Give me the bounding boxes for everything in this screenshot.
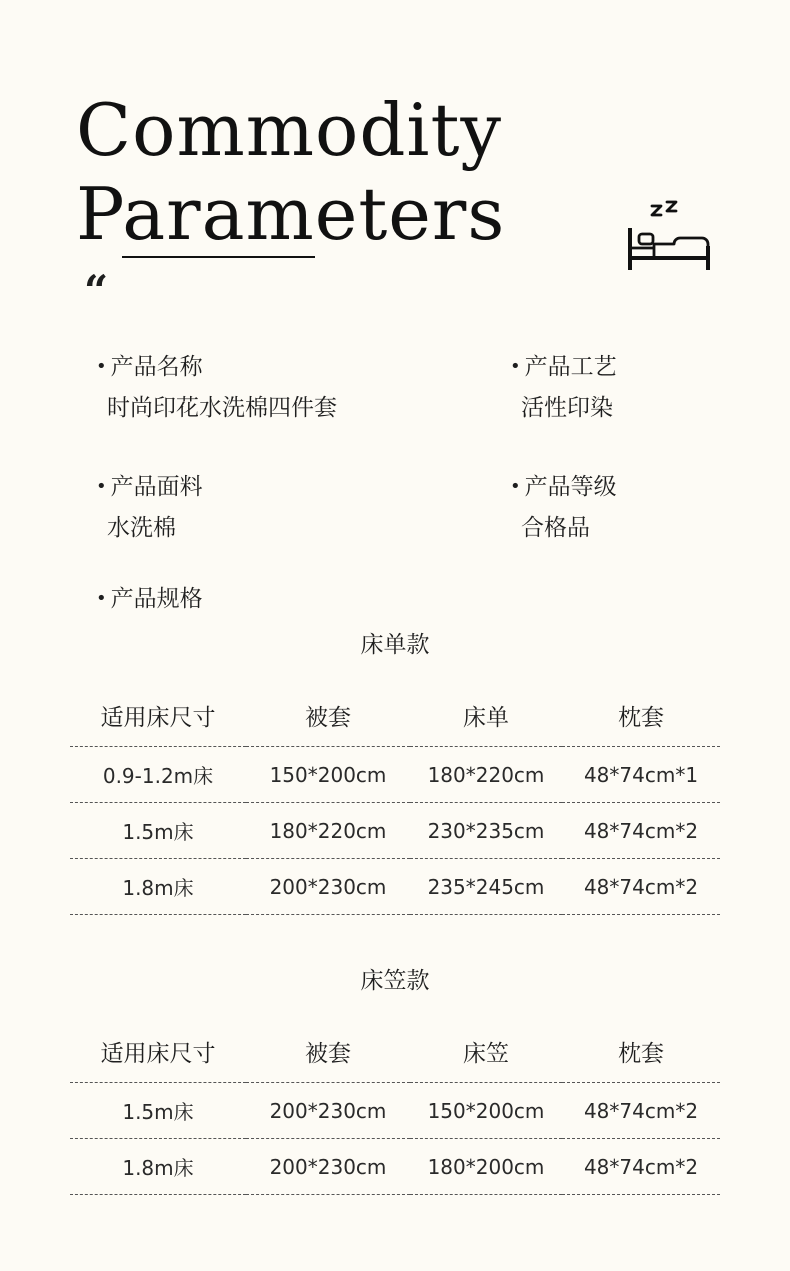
fitted-table-title: 床笠款 xyxy=(360,968,430,994)
table-row xyxy=(70,803,720,859)
table-cell: 150*200cm xyxy=(410,1083,562,1139)
param-product-craft: • 产品工艺 活性印染 xyxy=(510,354,617,421)
fitted-spec-table xyxy=(70,1020,720,1195)
param-product-fabric: • 产品面料 水洗棉 xyxy=(96,474,203,541)
column-header: 适用床尺寸 xyxy=(70,1020,246,1083)
table-cell: 180*200cm xyxy=(410,1139,562,1195)
param-product-spec: • 产品规格 xyxy=(96,586,203,612)
column-header: 枕套 xyxy=(562,1020,720,1083)
table-cell: 180*220cm xyxy=(246,803,410,859)
table-cell: 48*74cm*2 xyxy=(562,1139,720,1195)
column-header: 适用床尺寸 xyxy=(70,684,246,747)
sheet-spec-table xyxy=(70,684,720,915)
table-header-row xyxy=(70,684,720,747)
column-header: 被套 xyxy=(246,1020,410,1083)
table-row xyxy=(70,859,720,915)
param-label: 产品面料 xyxy=(110,474,203,500)
table-cell: 200*230cm xyxy=(246,859,410,915)
title-line-1: Commodity xyxy=(76,88,503,172)
column-header: 枕套 xyxy=(562,684,720,747)
table-cell: 48*74cm*2 xyxy=(562,803,720,859)
param-label: 产品规格 xyxy=(110,586,203,612)
column-header: 床单 xyxy=(410,684,562,747)
title-underlined-part: aram xyxy=(122,172,315,256)
page-title xyxy=(76,88,505,256)
table-cell: 48*74cm*1 xyxy=(562,747,720,803)
table-header-row xyxy=(70,1020,720,1083)
table-row xyxy=(70,747,720,803)
column-header: 床笠 xyxy=(410,1020,562,1083)
table-cell: 180*220cm xyxy=(410,747,562,803)
table-cell: 1.5m床 xyxy=(70,803,246,859)
sleeping-bed-icon xyxy=(620,198,716,274)
param-label: 产品名称 xyxy=(110,354,203,380)
table-cell: 235*245cm xyxy=(410,859,562,915)
param-value: 活性印染 xyxy=(521,395,613,421)
param-label: 产品工艺 xyxy=(524,354,617,380)
param-label: 产品等级 xyxy=(524,474,617,500)
quote-mark: “ xyxy=(84,266,109,315)
table-cell: 200*230cm xyxy=(246,1139,410,1195)
table-row xyxy=(70,1139,720,1195)
param-product-grade: • 产品等级 合格品 xyxy=(510,474,617,541)
param-value: 水洗棉 xyxy=(107,515,176,541)
table-cell: 230*235cm xyxy=(410,803,562,859)
table-cell: 150*200cm xyxy=(246,747,410,803)
table-cell: 1.8m床 xyxy=(70,1139,246,1195)
param-value: 合格品 xyxy=(521,515,590,541)
table-cell: 48*74cm*2 xyxy=(562,859,720,915)
title-line-2: Parameters xyxy=(76,172,506,256)
param-value: 时尚印花水洗棉四件套 xyxy=(107,395,337,421)
sheet-table-title: 床单款 xyxy=(360,632,430,658)
table-cell: 1.8m床 xyxy=(70,859,246,915)
table-cell: 48*74cm*2 xyxy=(562,1083,720,1139)
table-cell: 0.9-1.2m床 xyxy=(70,747,246,803)
column-header: 被套 xyxy=(246,684,410,747)
table-cell: 1.5m床 xyxy=(70,1083,246,1139)
table-row xyxy=(70,1083,720,1139)
param-product-name: • 产品名称 时尚印花水洗棉四件套 xyxy=(96,354,337,421)
table-cell: 200*230cm xyxy=(246,1083,410,1139)
